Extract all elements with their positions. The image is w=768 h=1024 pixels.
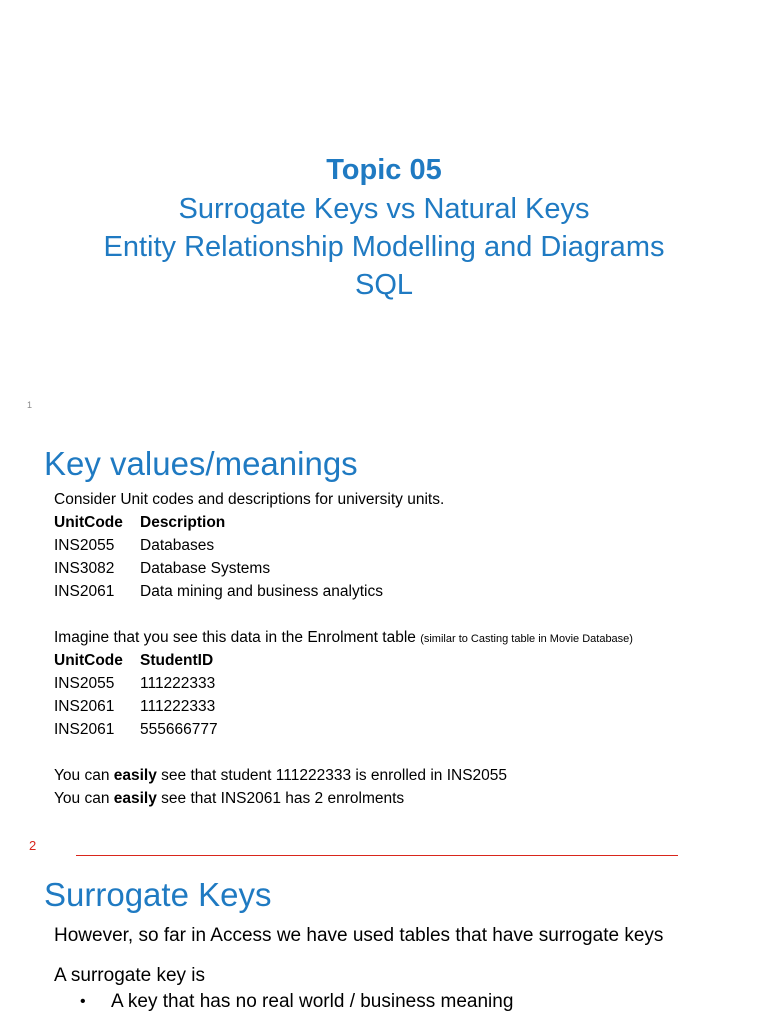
topic-title: Topic 05 <box>326 154 442 186</box>
enrol-unit-cell: INS2055 <box>54 675 115 692</box>
statement-line <box>54 787 633 810</box>
unit-description-cell: Database Systems <box>140 560 271 577</box>
imagine-text <box>54 626 633 649</box>
statement-emphasis: easily <box>113 767 157 784</box>
table-row <box>54 534 633 557</box>
unit-description-cell: Data mining and business analytics <box>140 583 383 600</box>
unit-code-cell: INS3082 <box>54 560 115 577</box>
unit-code-cell: INS2061 <box>54 583 115 600</box>
enrol-student-cell: 111222333 <box>140 675 216 692</box>
table-row <box>54 557 633 580</box>
enrol-unit-cell: INS2061 <box>54 721 115 738</box>
enrol-unit-cell: INS2061 <box>54 698 115 715</box>
spacer <box>54 603 633 626</box>
page-number-2: 2 <box>29 838 37 853</box>
table-row <box>54 695 633 718</box>
unit-description-cell: Databases <box>140 537 215 554</box>
imagine-main: Imagine that you see this data in the Enrolment table <box>54 629 421 646</box>
statement-pre: You can <box>54 767 114 784</box>
header-studentid: StudentID <box>140 652 214 669</box>
red-divider <box>76 855 678 856</box>
table-row <box>54 672 633 695</box>
bullet-text: A key that has no real world / business meaning <box>111 991 514 1012</box>
statement-pre: You can <box>54 790 114 807</box>
header-unitcode: UnitCode <box>54 514 123 531</box>
unit-code-cell: INS2055 <box>54 537 115 554</box>
units-table-header <box>54 511 633 534</box>
enrol-table-header <box>54 649 633 672</box>
access-surrogate-line: However, so far in Access we have used tables that have surrogate keys <box>54 925 664 946</box>
spacer <box>54 741 633 764</box>
subtitle-surrogate-vs-natural: Surrogate Keys vs Natural Keys <box>178 193 590 225</box>
key-values-body <box>54 488 633 810</box>
statement-line <box>54 764 633 787</box>
spacer <box>54 949 663 963</box>
statement-emphasis: easily <box>113 790 157 807</box>
surrogate-key-is-line: A surrogate key is <box>54 965 206 986</box>
table-row <box>54 718 633 741</box>
enrol-student-cell: 111222333 <box>140 698 216 715</box>
key-values-heading: Key values/meanings <box>44 445 358 482</box>
table-row <box>54 580 633 603</box>
subtitle-sql: SQL <box>354 269 414 301</box>
statement-text <box>54 787 404 810</box>
imagine-note: (similar to Casting table in Movie Database) <box>420 633 633 645</box>
subtitle-er-modelling: Entity Relationship Modelling and Diagrams <box>103 231 665 263</box>
enrol-student-cell: 555666777 <box>140 721 218 738</box>
header-description: Description <box>140 514 226 531</box>
title-slide <box>0 150 768 304</box>
surrogate-keys-body <box>54 923 663 1015</box>
statement-post: see that INS2061 has 2 enrolments <box>156 790 405 807</box>
intro-line <box>54 488 633 511</box>
header-unitcode: UnitCode <box>54 652 123 669</box>
statement-post: see that student 111222333 is enrolled in INS2055 <box>156 767 508 784</box>
bullet-icon: • <box>80 993 86 1010</box>
statement-text <box>54 764 507 787</box>
intro-text: Consider Unit codes and descriptions for university units. <box>54 491 445 508</box>
page-number-1: 1 <box>27 400 33 410</box>
surrogate-keys-heading: Surrogate Keys <box>44 876 272 913</box>
list-item <box>54 989 663 1015</box>
imagine-line <box>54 626 633 649</box>
